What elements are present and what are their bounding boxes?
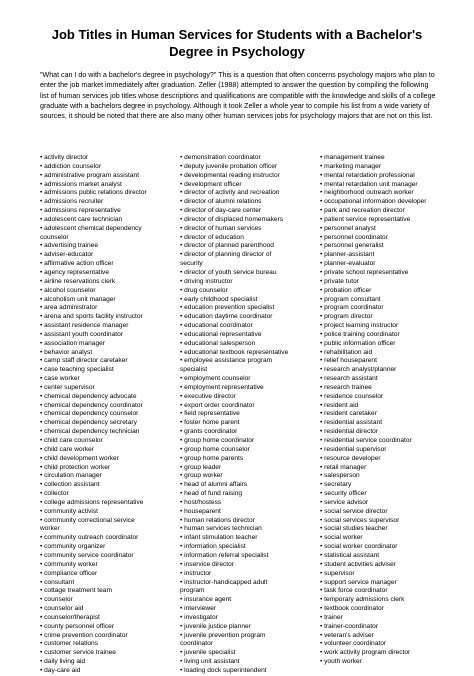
job-title-item: • community worker [40,560,98,568]
job-title-item: • counselor [40,596,73,604]
job-title-item: • counselor/therapist [40,613,100,621]
job-title-item: • task force coordinator [320,587,388,595]
job-title-item: • case teaching specialist [40,366,114,374]
job-title-item: • group worker [180,472,223,480]
job-title-item: • customer service trainee [40,649,116,657]
job-title-item: • association manager [40,339,105,347]
job-title-item: • juvenile justice planner [180,622,251,630]
job-title-item: • compliance officer [40,569,98,577]
job-title-item: • houseparent [180,507,221,515]
job-title-item: • center supervisor [40,383,95,391]
job-title-item: • area administrator [40,304,98,312]
job-title-item: • human services technician [180,525,262,533]
job-title-item: • camp staff director caretaker [40,357,128,365]
job-title-item: • head of alumni affairs [180,481,248,489]
job-title-item: • executive director [180,392,236,400]
job-title-item: • case worker [40,375,80,383]
job-title-item: • community correctional service [40,516,135,524]
job-title-item: • group leader [180,463,222,471]
job-title-item: • community organizer [40,543,106,551]
document-title: Job Titles in Human Services for Students with a Bachelor's Degree in Psychology [51,27,423,59]
job-title-item: • day-care aid [40,666,81,674]
job-title-item: • loading dock superintendent [180,666,267,674]
job-title-item: • temporary admissions clerk [320,596,405,604]
job-title-item: • rehabilitation aid [320,348,373,356]
job-title-item: • group home coordinator [180,437,255,444]
job-title-item: coordinator [180,640,213,648]
job-title-item: • patient service representative [320,215,411,223]
job-title-item: • field representative [180,410,240,418]
job-title-item: • crime prevention coordinator [40,631,128,639]
job-title-column-1 [40,154,178,676]
job-title-item: • adolescent chemical dependency [40,224,142,232]
job-title-item: specialist [180,366,208,374]
job-title-item: • adolescent care technician [40,215,123,223]
job-title-item: • deputy juvenile probation officer [180,162,278,170]
job-title-item: • education prevention specialist [180,304,275,312]
job-title-item: • planner-evaluator [320,260,376,268]
job-title-item: • residential assistant [320,419,383,427]
job-title-item: • planner-assistant [320,251,375,259]
job-title-item: • airline reservations clerk [40,277,116,285]
job-title-item: • assistant residence manager [40,322,129,330]
job-title-item: • director of human services [180,224,262,232]
job-title-item: • relief houseparent [320,357,377,365]
job-title-item: • demonstration coordinator [180,154,261,161]
job-title-item: counselor [40,233,69,241]
job-title-item: • activity director [40,154,89,161]
job-title-item: • director of alumni relations [180,198,262,206]
job-title-item: • resident aid [320,401,359,409]
job-title-item: • service advisor [320,498,369,506]
job-title-item: • management trainee [320,154,385,161]
job-title-item: • social studies teacher [320,525,388,533]
job-title-item: • instructor [180,569,212,577]
job-title-item: • early childhood specialist [180,295,258,303]
job-title-item: • group home counselor [180,445,250,453]
job-title-item: • information specialist [180,543,246,551]
job-title-item: • director of youth service bureau [180,268,277,276]
job-title-item: • program coordinator [320,304,384,312]
job-title-item: • park and recreation director [320,207,405,215]
job-title-item: • educational representative [180,330,262,338]
job-title-item: • community activist [40,507,99,515]
job-title-item: • personnel generalist [320,242,384,250]
job-title-item: • private school representative [320,268,409,276]
job-title-item: • collection assistant [40,481,100,489]
job-title-item: • social service director [320,507,388,515]
job-title-item: worker [40,525,60,533]
job-title-item: • employment representative [180,383,264,391]
job-title-item: • private tutor [320,277,359,285]
job-title-item: • youth worker [320,658,362,666]
job-title-item: • behavior analyst [40,348,93,356]
job-title-item: • community outreach coordinator [40,534,139,542]
job-title-item: • textbook coordinator [320,605,384,613]
job-title-item: • insurance agent [180,596,232,604]
job-title-item: • child protection worker [40,463,111,471]
job-title-item: • residential director [320,428,379,436]
job-title-item: • developmental reading instructor [180,171,280,179]
job-title-item: • addiction counselor [40,162,101,170]
job-title-item: • instructor-handicapped adult [180,578,268,586]
job-title-item: • trainer-coordinator [320,622,379,630]
job-title-item: • statistical assistant [320,551,380,559]
job-title-item: • information referral specialist [180,551,269,559]
job-title-item: • personnel analyst [320,224,376,232]
job-title-item: • chemical dependency technician [40,428,140,436]
job-title-item: • county personnel officer [40,622,115,630]
job-title-item: • inservice director [180,560,234,568]
job-title-item: • human relations director [180,516,255,524]
job-title-item: • occupational information developer [320,198,427,206]
job-title-item: • residential supervisor [320,445,387,453]
job-title-item: • development officer [180,180,242,188]
job-title-item: • educational textbook representative [180,348,289,356]
job-title-item: • collector [40,490,69,498]
job-title-item: • educational coordinator [180,322,253,330]
job-title-item: • resident caretaker [320,410,377,418]
job-title-item: • employment counselor [180,375,251,383]
job-title-item: • supervisor [320,569,355,577]
job-title-item: • research trainee [320,383,372,391]
job-title-item: • circulation manager [40,472,102,480]
job-title-item: • chemical dependency secretary [40,419,137,427]
job-title-item: • child care counselor [40,437,103,444]
job-title-item: • trainer [320,613,343,621]
job-title-item: • export order coordinator [180,401,255,409]
job-title-item: • community service coordinator [40,551,134,559]
job-title-item: • retail manager [320,463,367,471]
job-title-item: • mental retardation unit manager [320,180,418,188]
job-title-item: • educational salesperson [180,339,256,347]
job-title-item: • living unit assistant [180,658,240,666]
job-title-item: • administrative program assistant [40,171,140,179]
job-title-item: • college admissions representative [40,498,144,506]
job-title-item: • driving instructor [180,277,233,285]
job-title-item: • chemical dependency coordinator [40,401,143,409]
job-title-item: • admissions public relations director [40,189,147,197]
job-title-item: • social services supervisor [320,516,400,524]
job-title-item: • admissions representative [40,207,121,215]
job-title-item: • residence counselor [320,392,384,400]
job-title-item: • personnel coordinator [320,233,388,241]
job-title-item: • student activities adviser [320,560,396,568]
job-title-item: • chemical dependency advocate [40,392,137,400]
job-title-item: • director of planned parenthood [180,242,274,250]
job-title-item: • neighborhood outreach worker [320,189,414,197]
job-title-item: • resource developer [320,454,381,462]
job-title-item: • advertising trainee [40,242,99,250]
job-title-item: • director of activity and recreation [180,189,280,197]
job-title-item: • investigator [180,613,218,621]
job-title-item: • juvenile specialist [180,649,236,657]
job-title-item: • chemical dependency counselor [40,410,139,418]
job-title-item: • customer relations [40,640,99,648]
job-title-item: • employee assistance program [180,357,273,365]
job-title-item: • child care worker [40,445,94,453]
job-title-item: • social worker [320,534,363,542]
job-title-item: • admissions recruiter [40,198,104,206]
job-title-item: • alcoholism unit manager [40,295,116,303]
job-title-item: • public information officer [320,339,396,347]
job-title-item: • education daytime coordinator [180,313,273,321]
job-title-item: • alcohol counselor [40,286,96,294]
job-title-item: • director of day-care center [180,207,262,215]
job-title-item: • director of displaced homemakers [180,215,284,223]
job-title-item: • police training coordinator [320,330,400,338]
job-title-item: • juvenile prevention program [180,631,266,639]
job-title-item: • research assistant [320,375,378,383]
job-title-item: • program consultant [320,295,381,303]
job-title-item: • interviewer [180,605,217,613]
job-title-item: • consultant [40,578,75,586]
job-title-column-3 [320,154,460,667]
job-title-item: • security officer [320,490,367,498]
job-title-item: • host/hostess [180,498,222,506]
job-title-item: program [180,587,205,595]
job-title-column-2 [180,154,318,676]
job-title-item: • adviser-educator [40,251,94,259]
job-title-item: • research analyst/planner [320,366,397,374]
job-title-item: • marketing manager [320,162,381,170]
job-title-item: • mental retardation professional [320,171,415,179]
job-title-item: • volunteer coordinator [320,640,387,648]
job-title-item: • grants coordinator [180,428,238,436]
job-title-item: • affirmative action officer [40,260,114,268]
job-title-item: • work activity program director [320,649,411,657]
job-title-item: • director of planning director of [180,251,272,259]
job-title-item: • infant stimulation teacher [180,534,258,542]
job-title-item: • program director [320,313,373,321]
job-title-item: • drug counselor [180,286,228,294]
job-title-item: • residential service coordinator [320,437,412,444]
job-title-item: • admissions market analyst [40,180,122,188]
job-title-item: • arena and sports facility instructor [40,313,143,321]
job-title-item: • social worker coordinator [320,543,398,551]
job-title-item: • probation officer [320,286,372,294]
job-title-item: • foster home parent [180,419,240,427]
job-title-item: • cottage treatment team [40,587,112,595]
job-title-item: • head of fund raising [180,490,243,498]
job-title-item: • support service manager [320,578,397,586]
job-title-item: • daily living aid [40,658,86,666]
job-title-item: • group home parents [180,454,244,462]
job-title-item: • director of education [180,233,244,241]
job-title-item: security [180,260,203,268]
job-title-item: • salesperson [320,472,360,480]
job-title-item: • secretary [320,481,352,489]
job-title-item: • child development worker [40,454,119,462]
job-title-item: • veteran's adviser [320,631,374,639]
job-title-item: • project learning instructor [320,322,399,330]
job-title-item: • agency representative [40,268,110,276]
job-title-item: • assistant youth coordinator [40,330,123,338]
job-title-item: • counselor aid [40,605,84,613]
intro-paragraph: "What can I do with a bachelor's degree in psychology?" This is a question that often concerns psychology majors who plan to enter the job market immediately after graduation. Zeller (1988) attempted to answer the question by compiling the following list of human services job titles whose descriptions and qualifications are compatible with the knowledge and skills of a college graduate with a bachelors degree in psychology. Although it took Zeller a whole year to compile his list from a wide variety of sources, it should be noted that there are also many other human services jobs for psychology majors that are not on this list. [40,71,436,121]
